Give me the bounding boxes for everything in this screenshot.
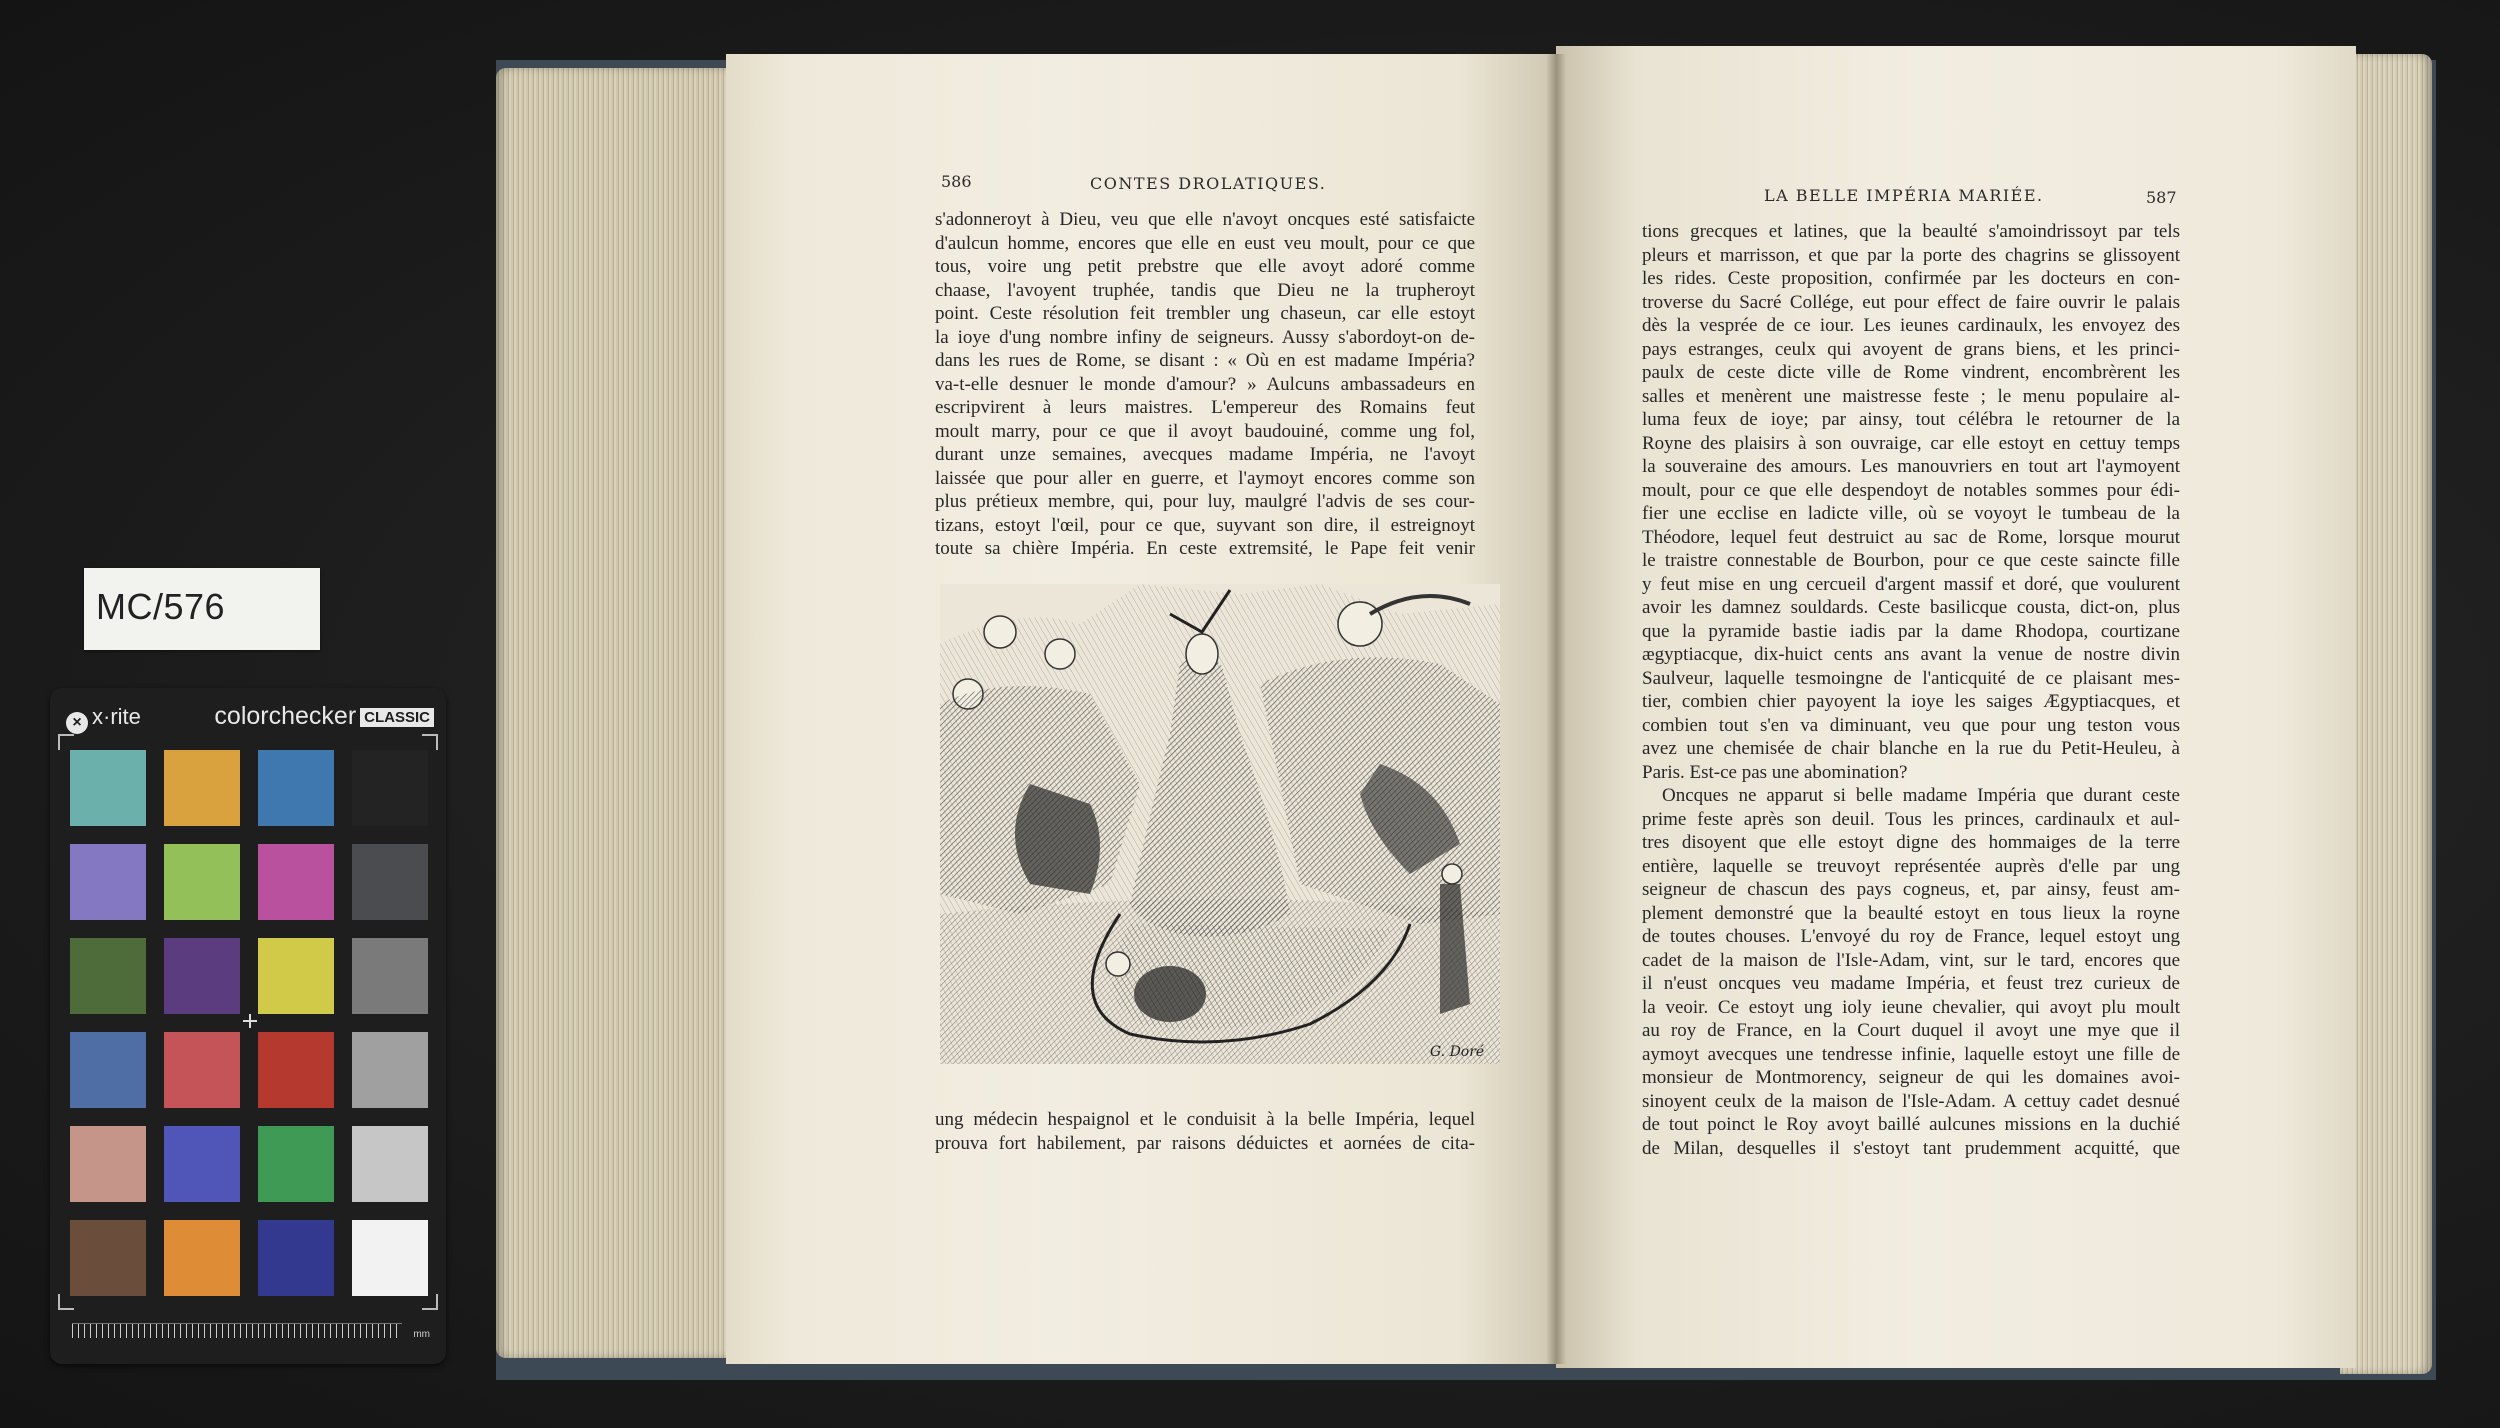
color-patch xyxy=(70,1220,146,1296)
text-line: au roy de France, en la Court duquel il avoyt une mye que il xyxy=(1642,1020,2180,1041)
text-line: monsieur de Montmorency, seigneur de qui les domaines avoi- xyxy=(1642,1067,2180,1088)
text-line: d'aulcun homme, encores que elle en eust veu moult, pour ce que xyxy=(935,232,1475,254)
color-patch xyxy=(258,844,334,920)
right-page-text xyxy=(1642,220,2180,1160)
text-line: tions grecques et latines, que la beaulté s'amoindrissoyt par tels xyxy=(1642,221,2180,242)
colorchecker-name: colorchecker xyxy=(214,702,357,730)
text-line: la veoir. Ce estoyt ung ioly ieune chevalier, qui avoyt plu moult xyxy=(1642,996,2180,1018)
color-patch xyxy=(70,938,146,1014)
color-patch xyxy=(258,938,334,1014)
left-page-number: 586 xyxy=(941,172,972,191)
text-line: escripvirent à leurs maistres. L'empereur des Romains feut xyxy=(935,397,1475,418)
text-line: durant unze semaines, avecques madame Impéria, ne l'avoyt xyxy=(935,444,1475,465)
text-line: laissée que pour aller en guerre, et l'aymoyt encores comme son xyxy=(935,467,1475,489)
text-line: ung médecin hespaignol et le conduisit à la belle Impéria, lequel xyxy=(935,1109,1475,1130)
color-patch xyxy=(164,844,240,920)
color-patch xyxy=(352,1126,428,1202)
text-line: dans les rues de Rome, se disant : « Où en est madame Impéria? xyxy=(935,350,1475,371)
book-page-edges-left xyxy=(496,68,736,1358)
illustration-signature: G. Doré xyxy=(1430,1044,1485,1060)
text-line: avoir les damnez souldards. Ceste basilicque cousta, dict-on, plus xyxy=(1642,597,2180,618)
left-running-head: CONTES DROLATIQUES. xyxy=(1090,174,1327,193)
color-patch xyxy=(258,1220,334,1296)
color-patch xyxy=(352,1032,428,1108)
color-patch xyxy=(352,750,428,826)
text-line: il n'eust oncques veu madame Impéria, et feust trez curieux de xyxy=(1642,973,2180,994)
text-line: le traistre connestable de Bourbon, pour ce que ceste saincte fille xyxy=(1642,550,2180,571)
color-patch xyxy=(164,1032,240,1108)
text-line: aymoyt avecques une tendresse infinie, laquelle estoyt une fille de xyxy=(1642,1043,2180,1065)
text-line: Théodore, lequel feut destruict au sac de Rome, lorsque mourut xyxy=(1642,526,2180,548)
color-patch xyxy=(70,750,146,826)
text-line: fier une ecclise en ladicte ville, où se voyoyt le tumbeau de la xyxy=(1642,503,2180,524)
color-patch xyxy=(164,750,240,826)
text-line: prouva fort habilement, par raisons déduictes et aornées de cita- xyxy=(935,1132,1475,1154)
right-running-head: LA BELLE IMPÉRIA MARIÉE. xyxy=(1764,186,2044,205)
text-line: sinoyent ceulx de la maison de l'Isle-Adam. A cettuy cadet desnué xyxy=(1642,1090,2180,1112)
color-patch xyxy=(70,844,146,920)
text-line: salles et menèrent une maistresse feste ; le menu populaire al- xyxy=(1642,385,2180,407)
colorchecker-classic-badge: CLASSIC xyxy=(360,708,434,727)
text-line: va-t-elle desnuer le monde d'amour? » Aulcuns ambassadeurs en xyxy=(935,373,1475,395)
text-line: chaase, l'avoyent truphée, tandis que Dieu ne la trupheroyt xyxy=(935,279,1475,301)
checker-corner-mark xyxy=(422,734,438,750)
color-patch xyxy=(164,1126,240,1202)
text-line: pleurs et marrisson, et que par la porte des chagrins se glissoyent xyxy=(1642,244,2180,266)
text-line: troverse du Sacré Collége, eut pour effect de faire ouvrir le palais xyxy=(1642,291,2180,313)
text-line: tizans, estoyt l'œil, pour ce que, suyvant son dire, il estreignoyt xyxy=(935,514,1475,536)
text-line: ægyptiacque, dix-huict cents ans avant la venue de nostre divin xyxy=(1642,644,2180,665)
text-line: la souveraine des amours. Les manouvriers en tout art l'aymoyent xyxy=(1642,456,2180,477)
engraving-illustration xyxy=(940,584,1500,1064)
text-line: toute sa chière Impéria. En ceste extremsité, le Pape feit venir xyxy=(935,538,1475,559)
checker-ruler-unit: mm xyxy=(413,1329,430,1340)
right-page-number: 587 xyxy=(2146,188,2177,207)
text-line: Oncques ne apparut si belle madame Impéria que durant ceste xyxy=(1662,785,2180,806)
color-patch xyxy=(164,938,240,1014)
text-line: plus prétieux membre, qui, pour luy, maulgré l'advis de ses cour- xyxy=(935,491,1475,512)
text-line: luma feux de ioye; par ainsy, tout célébra le retourner de la xyxy=(1642,409,2180,430)
text-line: moult, pour ce que elle despendoyt de notables sommes pour édi- xyxy=(1642,479,2180,501)
text-line: tier, combien chier payoyent la ioye les saiges Ægyptiacques, et xyxy=(1642,691,2180,712)
text-line: paulx de ceste dicte ville de Rome vindrent, encombrèrent les xyxy=(1642,362,2180,383)
text-line: entière, laquelle se treuvoyt représentée auprès d'elle par ung xyxy=(1642,855,2180,877)
text-line: plement demonstré que la beaulté estoyt en tous lieux la royne xyxy=(1642,902,2180,924)
catalog-label xyxy=(84,568,320,650)
color-patch xyxy=(352,1220,428,1296)
left-page-text-top xyxy=(935,208,1475,561)
text-line: Royne des plaisirs à son ouvraige, car elle estoyt en cettuy temps xyxy=(1642,432,2180,454)
xrite-brand: x·rite xyxy=(92,704,141,729)
text-line: que la pyramide bastie iadis par la dame Rhodopa, courtizane xyxy=(1642,620,2180,642)
xrite-logo xyxy=(66,704,141,734)
text-line: la ioye d'ung nombre infiny de seigneurs. Aussy s'abordoyt-on de- xyxy=(935,326,1475,348)
xrite-x-icon: × xyxy=(66,712,88,734)
text-line: y feut mise en ung cercueil d'argent massif et doré, que voulurent xyxy=(1642,573,2180,595)
color-patch xyxy=(258,750,334,826)
text-line: Paris. Est-ce pas une abomination? xyxy=(1642,761,1908,783)
text-line: seigneur de chascun des pays cogneus, et, par ainsy, feust am- xyxy=(1642,879,2180,900)
book-gutter xyxy=(1546,54,1566,1364)
text-line: de Milan, desquelles il s'estoyt tant prudemment acquitté, que xyxy=(1642,1137,2180,1159)
text-line: dès la vesprée de ce iour. Les ieunes cardinaulx, les envoyez des xyxy=(1642,315,2180,336)
text-line: point. Ceste résolution feit trembler ung chaseun, car elle estoyt xyxy=(935,303,1475,324)
color-patch xyxy=(164,1220,240,1296)
text-line: s'adonneroyt à Dieu, veu que elle n'avoyt oncques esté satisfaicte xyxy=(935,209,1475,230)
checker-corner-mark xyxy=(58,734,74,750)
text-line: de toutes chouses. L'envoyé du roy de France, lequel estoyt ung xyxy=(1642,926,2180,947)
color-patch xyxy=(352,844,428,920)
color-patch xyxy=(258,1032,334,1108)
text-line: cadet de la maison de l'Isle-Adam, vint, sur le tard, encores que xyxy=(1642,949,2180,971)
text-line: avez une chemisée de chair blanche en la rue du Petit-Heuleu, à xyxy=(1642,738,2180,759)
color-patch xyxy=(258,1126,334,1202)
color-patch xyxy=(70,1032,146,1108)
text-line: tres disoyent que elle estoyt digne des hommaiges de la terre xyxy=(1642,832,2180,853)
colorchecker-title xyxy=(214,702,434,731)
text-line: tous, voire ung petit prebstre que elle avoyt adoré comme xyxy=(935,256,1475,277)
checker-ruler xyxy=(72,1323,402,1346)
color-patch xyxy=(70,1126,146,1202)
text-line: les rides. Ceste proposition, confirmée par les docteurs en con- xyxy=(1642,268,2180,289)
checker-corner-mark xyxy=(58,1294,74,1310)
text-line: prime feste après son deuil. Tous les princes, cardinaulx et aul- xyxy=(1642,808,2180,830)
text-line: Saulveur, laquelle tesmoingne de l'anticquité de ce plaisant mes- xyxy=(1642,667,2180,689)
text-line: pays estranges, ceulx qui avoyent de grans biens, et les princi- xyxy=(1642,338,2180,360)
text-line: moult marry, pour ce que il avoyt baudouiné, comme ung fol, xyxy=(935,420,1475,442)
text-line: combien tout s'en va diminuant, veu que pour ung teston vous xyxy=(1642,714,2180,736)
color-patch xyxy=(352,938,428,1014)
crosshair-icon xyxy=(243,1014,257,1028)
catalog-label-text: MC/576 xyxy=(96,586,226,627)
checker-corner-mark xyxy=(422,1294,438,1310)
left-page-text-bottom xyxy=(935,1108,1475,1155)
text-line: de tout poinct le Roy avoyt baillé aulcunes missions en la duchié xyxy=(1642,1114,2180,1135)
